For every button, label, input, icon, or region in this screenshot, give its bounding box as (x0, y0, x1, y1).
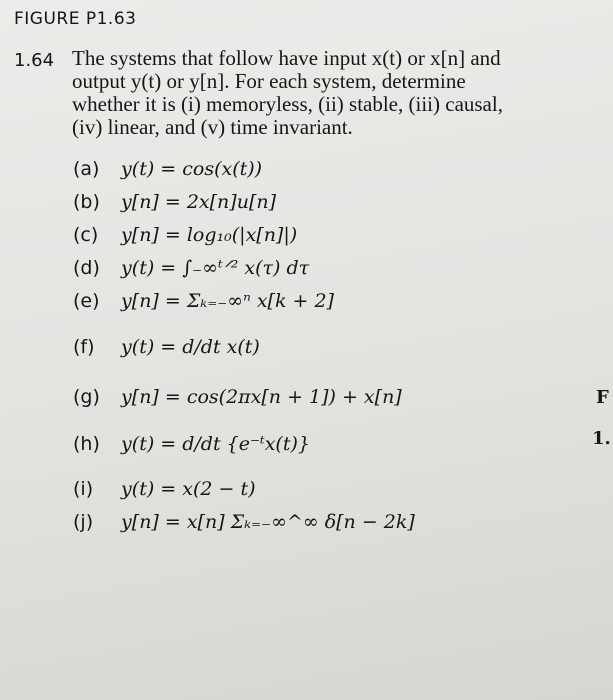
item-label: (i) (73, 478, 94, 500)
statement-line: output y(t) or y[n]. For each system, determine (72, 69, 466, 93)
cropped-edge-text: F (596, 387, 609, 408)
system-item-g (73, 386, 402, 416)
item-equation: y[n] = x[n] Σₖ₌₋∞^∞ δ[n − 2k] (121, 511, 415, 533)
system-item-b (73, 191, 276, 221)
item-label: (g) (73, 386, 100, 408)
item-label: (f) (73, 336, 95, 358)
item-equation: y[n] = Σₖ₌₋∞ⁿ x[k + 2] (121, 290, 334, 312)
statement-line: The systems that follow have input x(t) or x[n] and (72, 46, 501, 70)
system-item-f (73, 336, 260, 366)
statement-line: (iv) linear, and (v) time invariant. (72, 115, 353, 139)
figure-label: FIGURE P1.63 (14, 9, 137, 29)
system-item-j (73, 511, 415, 541)
item-label: (h) (73, 433, 100, 455)
item-label: (c) (73, 224, 99, 246)
problem-statement (72, 47, 592, 139)
cropped-edge-text: 1. (592, 428, 611, 449)
item-equation: y[n] = cos(2πx[n + 1]) + x[n] (121, 386, 402, 408)
item-label: (a) (73, 158, 100, 180)
system-item-h (73, 433, 310, 463)
system-item-e (73, 290, 334, 320)
item-equation: y(t) = x(2 − t) (121, 478, 256, 500)
system-item-c (73, 224, 297, 254)
statement-line: whether it is (i) memoryless, (ii) stable, (iii) causal, (72, 92, 503, 116)
system-item-d (73, 257, 309, 287)
problem-number: 1.64 (14, 50, 55, 71)
item-equation: y(t) = d/dt x(t) (121, 336, 260, 358)
item-equation: y[n] = log₁₀(|x[n]|) (121, 224, 298, 246)
item-equation: y(t) = cos(x(t)) (121, 158, 263, 180)
item-equation: y(t) = ∫₋∞ᵗᐟ² x(τ) dτ (121, 257, 310, 279)
item-equation: y[n] = 2x[n]u[n] (121, 191, 277, 213)
item-label: (e) (73, 290, 100, 312)
system-item-i (73, 478, 256, 508)
item-label: (d) (73, 257, 100, 279)
item-label: (b) (73, 191, 100, 213)
item-label: (j) (73, 511, 94, 533)
system-item-a (73, 158, 262, 188)
item-equation: y(t) = d/dt {e⁻ᵗx(t)} (121, 433, 310, 455)
